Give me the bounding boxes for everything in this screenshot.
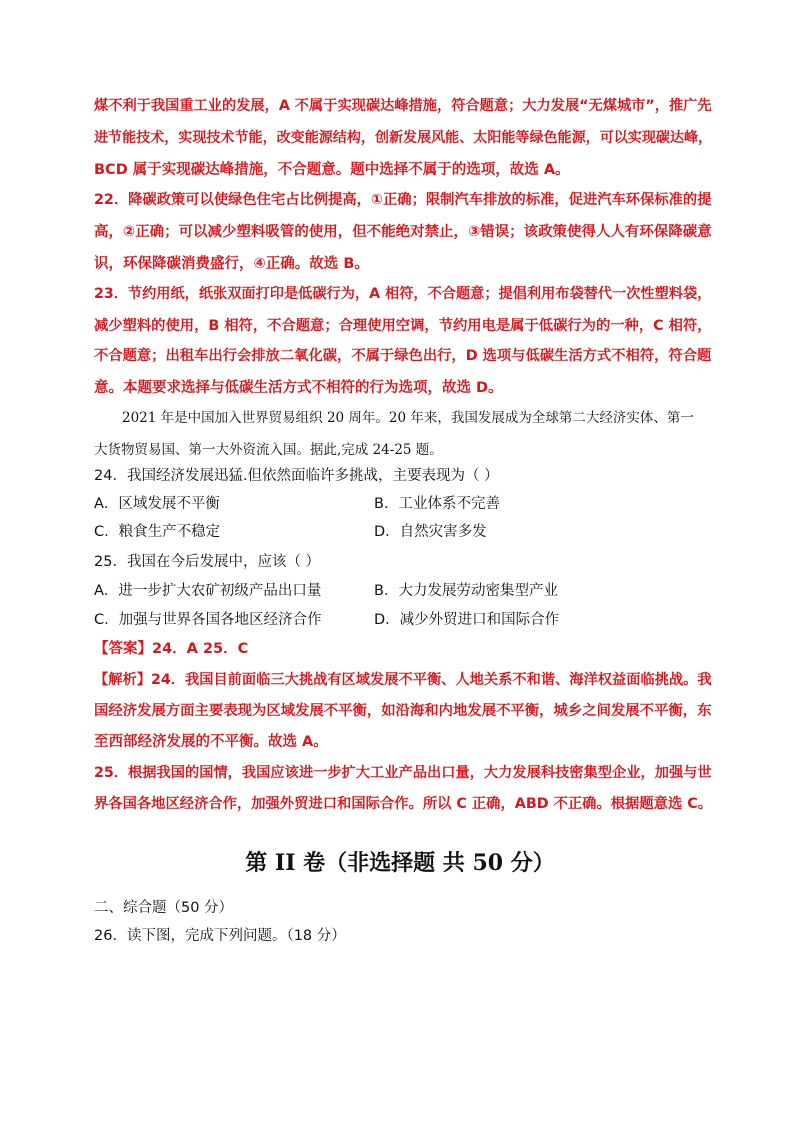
analysis-line: 煤不利于我国重工业的发展，A 不属于实现碳达峰措施，符合题意；大力发展“无煤城市”，推广先 bbox=[94, 98, 712, 114]
explanation-text: 24．我国目前面临三大挑战有区域发展不平衡、人地关系不和谐、海洋权益面临挑战。我 bbox=[150, 672, 712, 688]
answer-label: 【答案】 bbox=[94, 641, 152, 657]
explanation-label: 【解析】 bbox=[94, 672, 151, 688]
passage-line: 大货物贸易国、第一大外资流入国。据此,完成 24-25 题。 bbox=[94, 442, 443, 458]
q24-option-b: B．工业体系不完善 bbox=[374, 496, 500, 512]
analysis-line: BCD 属于实现碳达峰措施，不合题意。题中选择不属于的选项，故选 A。 bbox=[94, 162, 570, 178]
explanation-line: 25．根据我国的国情，我国应该进一步扩大工业产品出口量，大力发展科技密集型企业，加强与世 bbox=[94, 765, 712, 781]
explanation-line: 界各国各地区经济合作，加强外贸进口和国际合作。所以 C 正确，ABD 不正确。根据题意选 C。 bbox=[94, 796, 713, 812]
q22-analysis-line: 22．降碳政策可以使绿色住宅占比例提高，①正确；限制汽车排放的标准，促进汽车环保标准的提 bbox=[94, 192, 712, 208]
q22-analysis-line: 高，②正确；可以减少塑料吸管的使用，但不能绝对禁止，③错误；该政策使得人人有环保降碳意 bbox=[94, 224, 712, 240]
analysis-line: 进节能技术，实现技术节能，改变能源结构，创新发展风能、太阳能等绿色能源，可以实现碳达峰， bbox=[94, 130, 713, 146]
q25-option-c: C．加强与世界各国各地区经济合作 bbox=[94, 612, 322, 628]
q24-option-d: D．自然灾害多发 bbox=[374, 524, 487, 540]
q23-analysis-line: 不合题意；出租车出行会排放二氧化碳，不属于绿色出行，D 选项与低碳生活方式不相符，符合题 bbox=[94, 348, 712, 364]
answer-text: 24．A 25．C bbox=[152, 641, 249, 657]
q24-option-c: C．粮食生产不稳定 bbox=[94, 524, 221, 540]
part2-heading: 二、综合题（50 分） bbox=[94, 900, 234, 916]
explanation-first-line bbox=[94, 670, 712, 690]
q25-option-d: D．减少外贸进口和国际合作 bbox=[374, 612, 560, 628]
q25-stem: 25．我国在今后发展中，应该（ ） bbox=[94, 554, 321, 570]
q24-stem: 24．我国经济发展迅猛.但依然面临许多挑战，主要表现为（ ） bbox=[94, 468, 499, 484]
explanation-line: 至西部经济发展的不平衡。故选 A。 bbox=[94, 734, 328, 750]
q23-analysis-line: 减少塑料的使用，B 相符，不合题意；合理使用空调，节约用电是属于低碳行为的一种，C 相符， bbox=[94, 318, 712, 334]
section-title: 第 II 卷（非选择题 共 50 分） bbox=[245, 850, 555, 876]
answer-line bbox=[94, 639, 248, 659]
q22-analysis-line: 识，环保降碳消费盛行，④正确。故选 B。 bbox=[94, 256, 369, 272]
q23-analysis-line: 意。本题要求选择与低碳生活方式不相符的行为选项，故选 D。 bbox=[94, 380, 503, 396]
explanation-line: 国经济发展方面主要表现为区域发展不平衡，如沿海和内地发展不平衡，城乡之间发展不平衡，东 bbox=[94, 703, 712, 719]
q25-option-b: B．大力发展劳动密集型产业 bbox=[374, 583, 558, 599]
q26-stem: 26．读下图，完成下列问题。（18 分） bbox=[94, 928, 346, 944]
q24-option-a: A．区域发展不平衡 bbox=[94, 496, 220, 512]
passage-line: 2021 年是中国加入世界贸易组织 20 周年。20 年来，我国发展成为全球第二大经济实体、第一 bbox=[122, 410, 694, 426]
q23-analysis-line: 23．节约用纸，纸张双面打印是低碳行为，A 相符，不合题意；提倡利用布袋替代一次性塑料袋， bbox=[94, 286, 712, 302]
q25-option-a: A．进一步扩大农矿初级产品出口量 bbox=[94, 583, 322, 599]
